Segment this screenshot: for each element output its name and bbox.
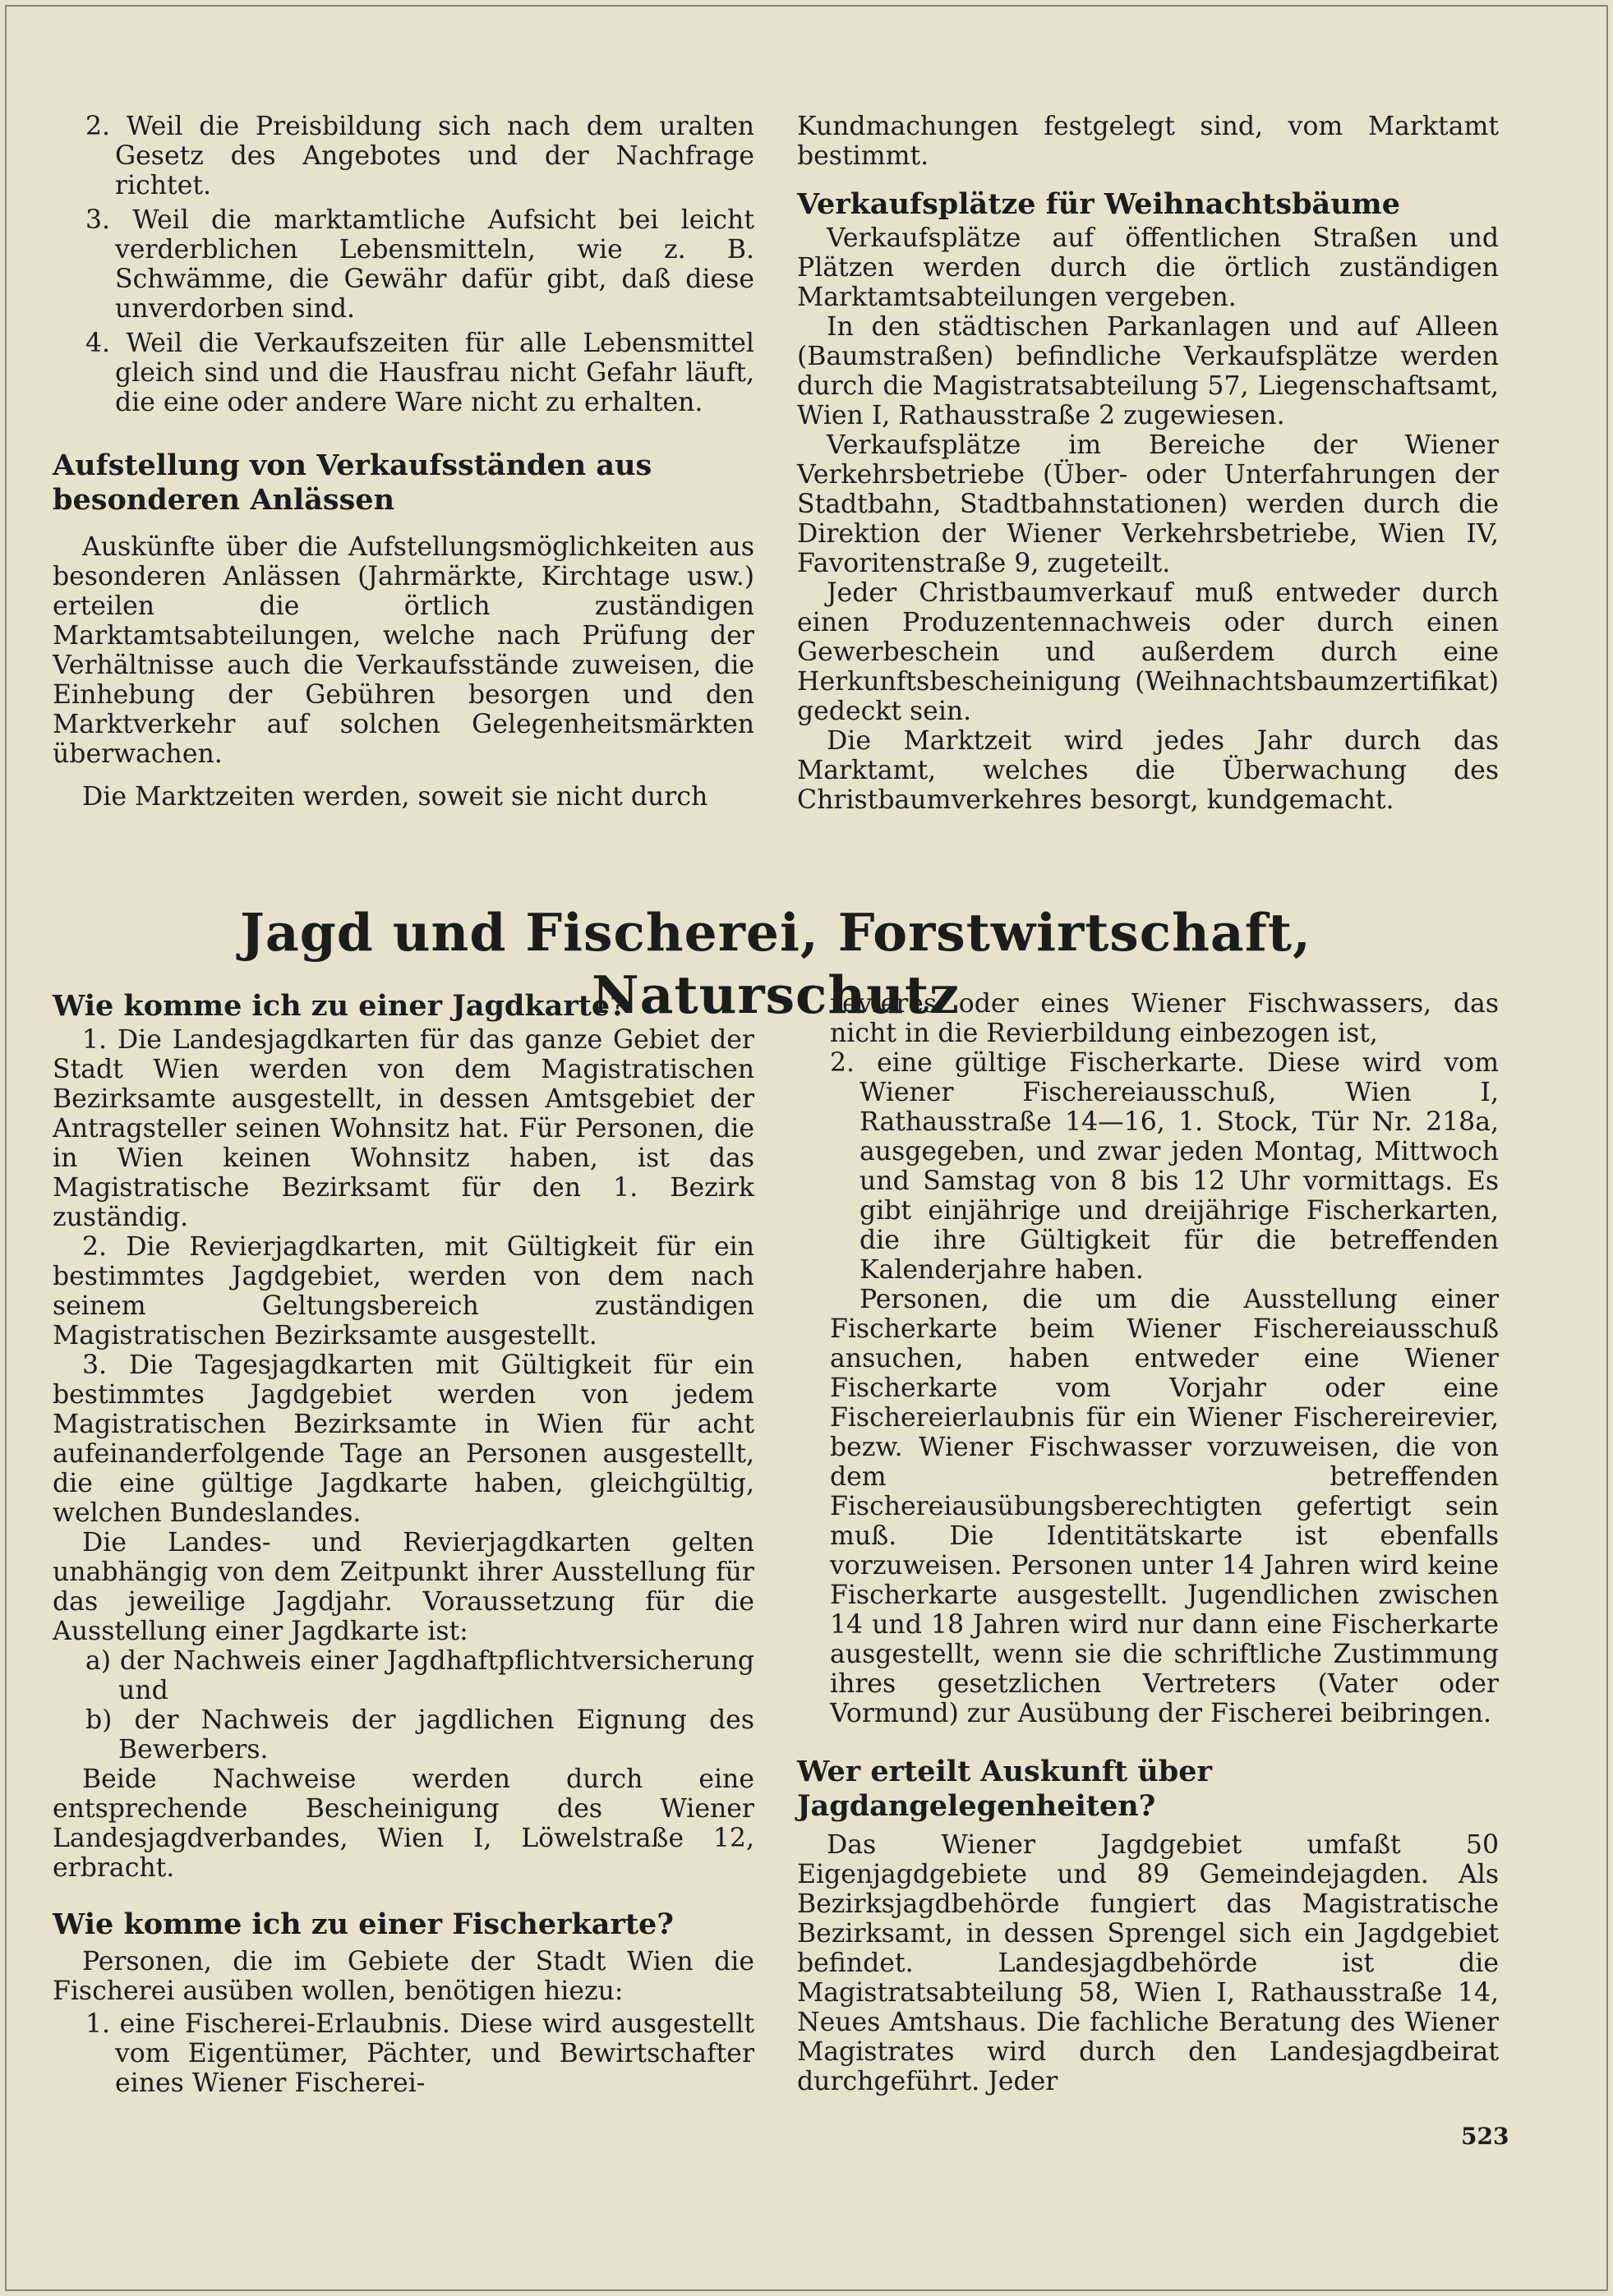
section-heading: Aufstellung von Verkaufsständen aus besonderen Anlässen [53,449,652,517]
list-item: a) der Nachweis einer Jagdhaftpflichtversicherung und [85,1646,754,1705]
paragraph: Jeder Christbaumverkauf muß entweder durch einen Produzentennachweis oder durch einen Gewerbeschein und außerdem durch eine Herkunftsbescheinigung (Weihnachtsbaumzertifikat) gedeckt sein. [797,578,1499,726]
list-item: b) der Nachweis der jagdlichen Eignung des Bewerbers. [85,1705,754,1765]
paragraph: Verkaufsplätze im Bereiche der Wiener Verkehrsbetriebe (Über- oder Unterfahrungen der Stadtbahn, Stadtbahnstationen) werden durch die Direktion der Wiener Verkehrsbetriebe, Wien IV, Favoritenstraße 9, zugeteilt. [797,430,1499,578]
paragraph: Personen, die um die Ausstellung einer Fischerkarte beim Wiener Fischereiausschuß ansuchen, haben entweder eine Wiener Fischerkarte vom Vorjahr oder eine Fischereierlaubnis für ein Wiener Fischereirevier, bezw. Wiener Fischwasser vorzuweisen, die von dem betreffenden Fischereiausübungsberechtigten gefertigt sein muß. Die Identitätskarte ist ebenfalls vorzuweisen. Personen unter 14 Jahren wird keine Fischerkarte ausgestellt. Jugendlichen zwischen 14 und 18 Jahren wird nur dann eine Fischerkarte ausgestellt, wenn sie die schriftliche Zustimmung ihres gesetzlichen Vertreters (Vater oder Vormund) zur Ausübung der Fischerei beibringen. [830,1285,1499,1728]
paragraph: In den städtischen Parkanlagen und auf Alleen (Baumstraßen) befindliche Verkaufsplätze werden durch die Magistratsabteilung 57, Liegenschaftsamt, Wien I, Rathausstraße 2 zugewiesen. [797,312,1499,430]
top-right-column [797,112,1499,815]
paragraph: Die Marktzeiten werden, soweit sie nicht durch [82,782,708,812]
section-heading: Wie komme ich zu einer Fischerkarte? [53,1907,674,1941]
list-item: 2. Weil die Preisbildung sich nach dem uralten Gesetz des Angebotes und der Nachfrage richtet. [85,112,754,200]
section-heading: Verkaufsplätze für Weihnachtsbäume [797,187,1400,221]
paragraph: Die Landes- und Revierjagdkarten gelten unabhängig von dem Zeitpunkt ihrer Ausstellung für das jeweilige Jagdjahr. Voraussetzung für die Ausstellung einer Jagdkarte ist: [53,1528,754,1646]
top-left-column [53,112,754,812]
paragraph: Verkaufsplätze auf öffentlichen Straßen und Plätzen werden durch die örtlich zuständigen Marktamtsabteilungen vergeben. [797,223,1499,312]
list-item: 2. eine gültige Fischerkarte. Diese wird vom Wiener Fischereiausschuß, Wien I, Rathausstraße 14—16, 1. Stock, Tür Nr. 218a, ausgegeben, und zwar jeden Montag, Mittwoch und Samstag von 8 bis 12 Uhr vormittags. Es gibt einjährige und dreijährige Fischerkarten, die ihre Gültigkeit für die betreffenden Kalenderjahre haben. [830,1048,1499,1285]
paragraph: 3. Die Tagesjagdkarten mit Gültigkeit für ein bestimmtes Jagdgebiet werden von jedem Magistratischen Bezirksamte in Wien für acht aufeinanderfolgende Tage an Personen ausgestellt, die eine gültige Jagdkarte haben, gleichgültig, welchen Bundeslandes. [53,1350,754,1528]
section-heading: Wie komme ich zu einer Jagdkarte? [53,989,627,1023]
list-item: 1. eine Fischerei-Erlaubnis. Diese wird ausgestellt vom Eigentümer, Pächter, und Bewirtschafter eines Wiener Fischerei- [85,2009,754,2098]
paragraph: Die Marktzeit wird jedes Jahr durch das Marktamt, welches die Überwachung des Christbaumverkehres besorgt, kundgemacht. [797,726,1499,815]
paragraph: 1. Die Landesjagdkarten für das ganze Gebiet der Stadt Wien werden von dem Magistratischen Bezirksamte ausgestellt, in dessen Amtsgebiet der Antragsteller seinen Wohnsitz hat. Für Personen, die in Wien keinen Wohnsitz haben, ist das Magistratische Bezirksamt für den 1. Bezirk zuständig. [53,1025,754,1232]
page-title: Jagd und Fischerei, Forstwirtschaft, Naturschutz [240,902,1311,1025]
paragraph: Kundmachungen festgelegt sind, vom Marktamt bestimmt. [797,112,1499,171]
paragraph: Personen, die im Gebiete der Stadt Wien die Fischerei ausüben wollen, benötigen hiezu: [53,1947,754,2006]
section-heading: Wer erteilt Auskunft über Jagdangelegenheiten? [797,1755,1212,1823]
paragraph: 2. Die Revierjagdkarten, mit Gültigkeit für ein bestimmtes Jagdgebiet, werden von dem nach seinem Geltungsbereich zuständigen Magistratischen Bezirksamte ausgestellt. [53,1232,754,1350]
bottom-left-column [53,989,754,2098]
paragraph: revieres oder eines Wiener Fischwassers, das nicht in die Revierbildung einbezogen ist, [830,989,1499,1048]
paragraph: Beide Nachweise werden durch eine entsprechende Bescheinigung des Wiener Landesjagdverbandes, Wien I, Löwelstraße 12, erbracht. [53,1765,754,1883]
bottom-right-column [797,989,1499,2096]
paragraph: Das Wiener Jagdgebiet umfaßt 50 Eigenjagdgebiete und 89 Gemeindejagden. Als Bezirksjagdbehörde fungiert das Magistratische Bezirksamt, in dessen Sprengel sich ein Jagdgebiet befindet. Landesjagdbehörde ist die Magistratsabteilung 58, Wien I, Rathausstraße 14, Neues Amtshaus. Die fachliche Beratung des Wiener Magistrates wird durch den Landesjagdbeirat durchgeführt. Jeder [797,1830,1499,2096]
page-number: 523 [1461,2123,1509,2150]
paragraph: Auskünfte über die Aufstellungsmöglichkeiten aus besonderen Anlässen (Jahrmärkte, Kirchtage usw.) erteilen die örtlich zuständigen Marktamtsabteilungen, welche nach Prüfung der Verhältnisse auch die Verkaufsstände zuweisen, die Einhebung der Gebühren besorgen und den Marktverkehr auf solchen Gelegenheitsmärkten überwachen. [53,532,754,769]
list-item: 3. Weil die marktamtliche Aufsicht bei leicht verderblichen Lebensmitteln, wie z. B. Schwämme, die Gewähr dafür gibt, daß diese unverdorben sind. [85,205,754,324]
list-item: 4. Weil die Verkaufszeiten für alle Lebensmittel gleich sind und die Hausfrau nicht Gefahr läuft, die eine oder andere Ware nicht zu erhalten. [85,329,754,417]
